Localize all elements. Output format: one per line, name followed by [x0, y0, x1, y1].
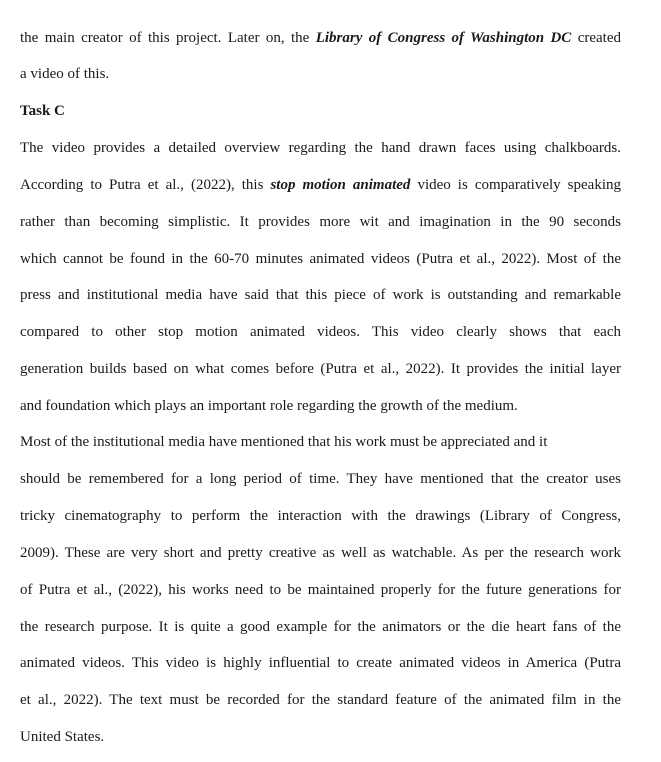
intro-text: the main creator of this project. Later on, the — [20, 30, 316, 46]
paragraph-1-line-5: press and institutional media have said that this piece of work is outstanding and remarkable — [20, 287, 621, 303]
intro-text-end: created — [571, 30, 621, 46]
paragraph-1-text-end: video is comparatively speaking — [410, 177, 621, 193]
paragraph-2-line-8: et al., 2022). The text must be recorded for the standard feature of the animated film in the — [20, 692, 621, 708]
paragraph-1-line-6: compared to other stop motion animated videos. This video clearly shows that each — [20, 324, 621, 340]
paragraph-1-line-2 — [20, 175, 621, 195]
paragraph-2-line-7: animated videos. This video is highly influential to create animated videos in America (Putra — [20, 655, 621, 671]
task-c-heading: Task C — [20, 103, 65, 119]
intro-line-2: a video of this. — [20, 66, 110, 82]
stop-motion-emphasis: stop motion animated — [270, 177, 411, 193]
paragraph-2-line-2: should be remembered for a long period of time. They have mentioned that the creator uses — [20, 471, 621, 487]
paragraph-2-line-1: Most of the institutional media have mentioned that his work must be appreciated and it — [20, 434, 548, 450]
paragraph-2-line-5: of Putra et al., (2022), his works need to be maintained properly for the future generations for — [20, 582, 621, 598]
paragraph-2-line-6: the research purpose. It is quite a good example for the animators or the die heart fans of the — [20, 619, 621, 635]
paragraph-1-line-4: which cannot be found in the 60-70 minutes animated videos (Putra et al., 2022). Most of the — [20, 251, 621, 267]
paragraph-1-text: According to Putra et al., (2022), this — [20, 177, 271, 193]
paragraph-1-line-1: The video provides a detailed overview regarding the hand drawn faces using chalkboards. — [20, 140, 621, 156]
paragraph-2-line-9: United States. — [20, 729, 105, 745]
paragraph-2-line-4: 2009). These are very short and pretty creative as well as watchable. As per the research work — [20, 545, 621, 561]
paragraph-1-line-8: and foundation which plays an important role regarding the growth of the medium. — [20, 398, 518, 414]
paragraph-2-line-3: tricky cinematography to perform the interaction with the drawings (Library of Congress, — [20, 508, 621, 524]
paragraph-1-line-7: generation builds based on what comes before (Putra et al., 2022). It provides the initial layer — [20, 361, 621, 377]
library-of-congress-emphasis: Library of Congress of Washington DC — [315, 30, 572, 46]
paragraph-1-line-3: rather than becoming simplistic. It provides more wit and imagination in the 90 seconds — [20, 214, 621, 230]
intro-line-1 — [20, 28, 621, 48]
